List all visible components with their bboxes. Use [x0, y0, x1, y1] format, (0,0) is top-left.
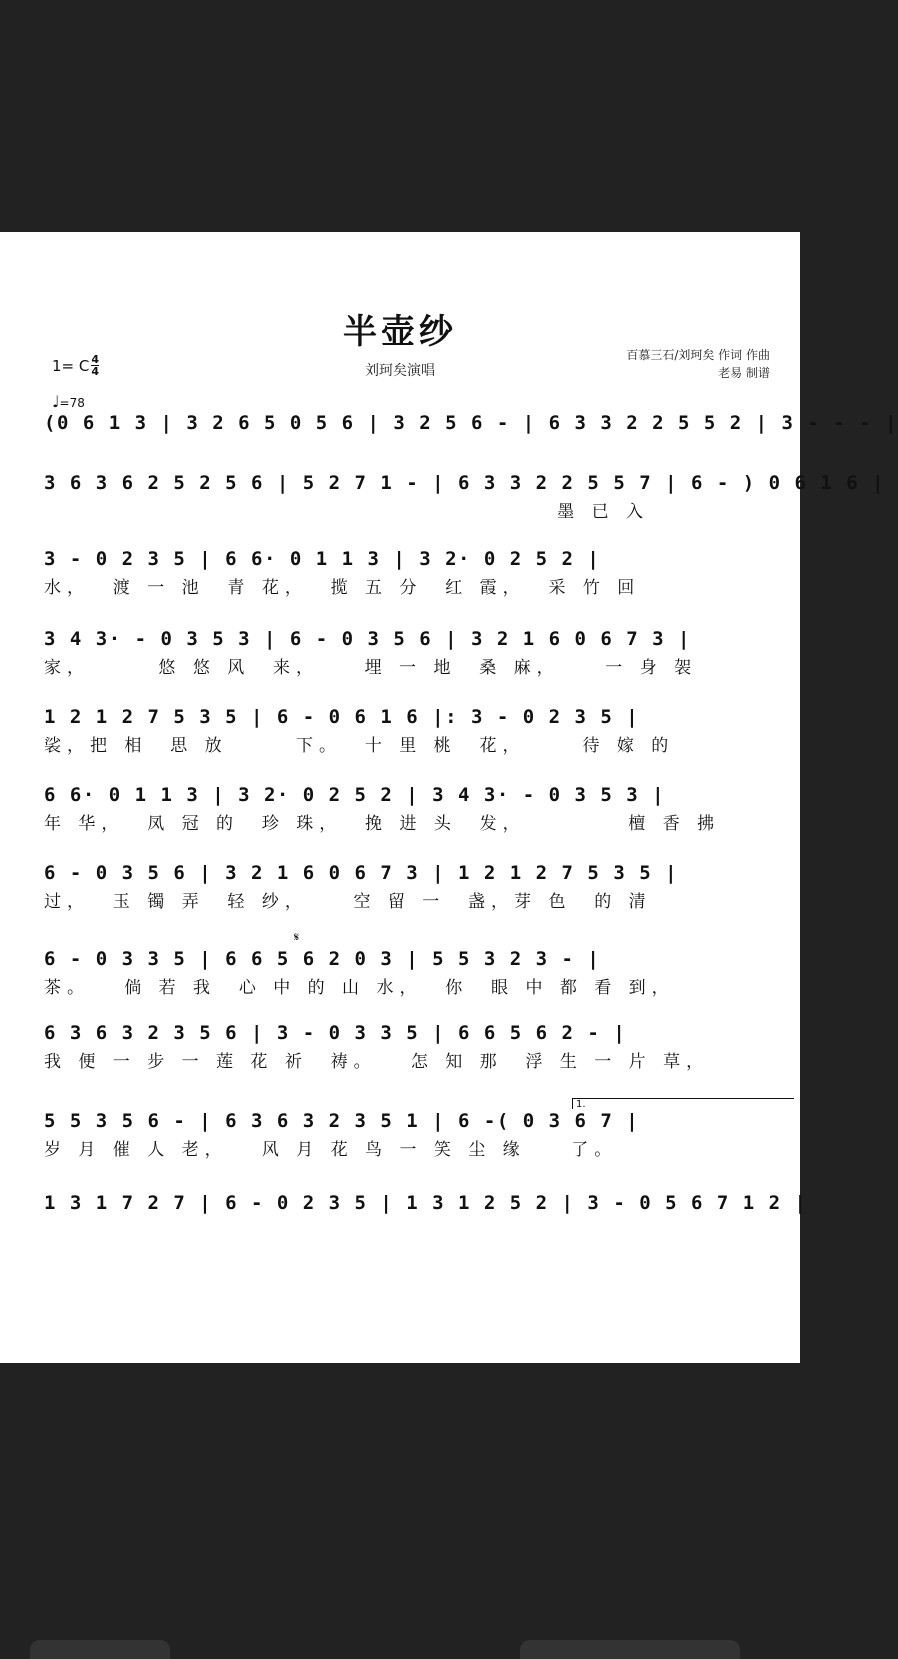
- lyrics: 墨 已 入: [44, 502, 649, 522]
- score-row-9: [44, 1018, 756, 1076]
- time-signature: [91, 354, 99, 377]
- credits: [626, 346, 770, 382]
- score-row-5: [44, 702, 756, 760]
- sheet-music-page: [0, 232, 898, 1363]
- segno-sign: 𝄋: [294, 930, 300, 944]
- credits-arranger: 老易 制谱: [718, 366, 770, 380]
- lyrics: 裟，把 相 思 放 下。 十 里 桃 花， 待 嫁 的: [44, 736, 675, 756]
- score-row-2: [44, 468, 886, 526]
- lyrics: [44, 1218, 756, 1246]
- score-row-8: [44, 930, 756, 1002]
- volta-bracket: 1.: [572, 1098, 794, 1109]
- score-row-10: [44, 1099, 756, 1164]
- lyrics: 年 华， 凤 冠 的 珍 珠， 挽 进 头 发， 檀 香 拂: [44, 814, 721, 834]
- notation: 1 3 1 7 2 7 | 6 - 0 2 3 5 | 1 3 1 2 5 2 | 3 - 0 5 6 7 1 2 |: [44, 1192, 808, 1214]
- notation: 6 - 0 3 3 5 | 6 6 5 6 2 0 3 | 5 5 3 2 3 - |: [44, 948, 601, 970]
- tempo-value: =78: [59, 396, 85, 410]
- bottom-nav-shape: [520, 1640, 740, 1659]
- score-row-7: [44, 858, 756, 916]
- score-row-6: [44, 780, 756, 838]
- notation: 3 - 0 2 3 5 | 6 6· 0 1 1 3 | 3 2· 0 2 5 2 |: [44, 548, 601, 570]
- notation: 1 2 1 2 7 5 3 5 | 6 - 0 6 1 6 |: 3 - 0 2 3 5 |: [44, 706, 640, 728]
- notation: 5 5 3 5 6 - | 6 3 6 3 2 3 5 1 | 6 -( 0 3 6 7 |: [44, 1110, 640, 1132]
- lyrics: [44, 438, 756, 466]
- notation: 3 6 3 6 2 5 2 5 6 | 5 2 7 1 - | 6 3 3 2 2 5 5 7 | 6 - ) 0 6 1 6 |: [44, 472, 886, 494]
- time-top: 4: [91, 353, 100, 366]
- key-label: 1= C: [52, 356, 90, 375]
- dark-background: [0, 1363, 800, 1659]
- key-signature: [52, 354, 99, 377]
- score-row-3: [44, 544, 756, 602]
- lyrics: 水， 渡 一 池 青 花， 揽 五 分 红 霞， 采 竹 回: [44, 578, 641, 598]
- lyrics: 茶。 倘 若 我 心 中 的 山 水， 你 眼 中 都 看 到，: [44, 978, 675, 998]
- notation: 6 - 0 3 5 6 | 3 2 1 6 0 6 7 3 | 1 2 1 2 7 5 3 5 |: [44, 862, 679, 884]
- lyrics: 家， 悠 悠 风 来， 埋 一 地 桑 麻， 一 身 袈: [44, 658, 698, 678]
- time-bottom: 4: [91, 365, 100, 378]
- notation: 6 6· 0 1 1 3 | 3 2· 0 2 5 2 | 3 4 3· - 0 3 5 3 |: [44, 784, 666, 806]
- score-row-1: [44, 408, 898, 466]
- notation: (0 6 1 3 | 3 2 6 5 0 5 6 | 3 2 5 6 - | 6 3 3 2 2 5 5 2 | 3 - - - |: [44, 412, 898, 434]
- lyrics: 过， 玉 镯 弄 轻 纱， 空 留 一 盏，芽 色 的 清: [44, 892, 652, 912]
- score-row-4: [44, 624, 756, 682]
- score-row-11: [44, 1188, 808, 1246]
- quarter-note-icon: ♩: [52, 392, 60, 411]
- notation: 6 3 6 3 2 3 5 6 | 3 - 0 3 3 5 | 6 6 5 6 2 - |: [44, 1022, 627, 1044]
- credits-composer: 百慕三石/刘珂矣 作词 作曲: [626, 348, 770, 362]
- notation: 3 4 3· - 0 3 5 3 | 6 - 0 3 5 6 | 3 2 1 6 0 6 7 3 |: [44, 628, 691, 650]
- bottom-nav-shape: [30, 1640, 170, 1659]
- singer-line: 刘珂矣演唱: [365, 363, 435, 379]
- lyrics: 岁 月 催 人 老， 风 月 花 鸟 一 笑 尘 缘 了。: [44, 1140, 618, 1160]
- lyrics: 我 便 一 步 一 莲 花 祈 祷。 怎 知 那 浮 生 一 片 草，: [44, 1052, 710, 1072]
- song-title: 半壶纱: [343, 312, 457, 352]
